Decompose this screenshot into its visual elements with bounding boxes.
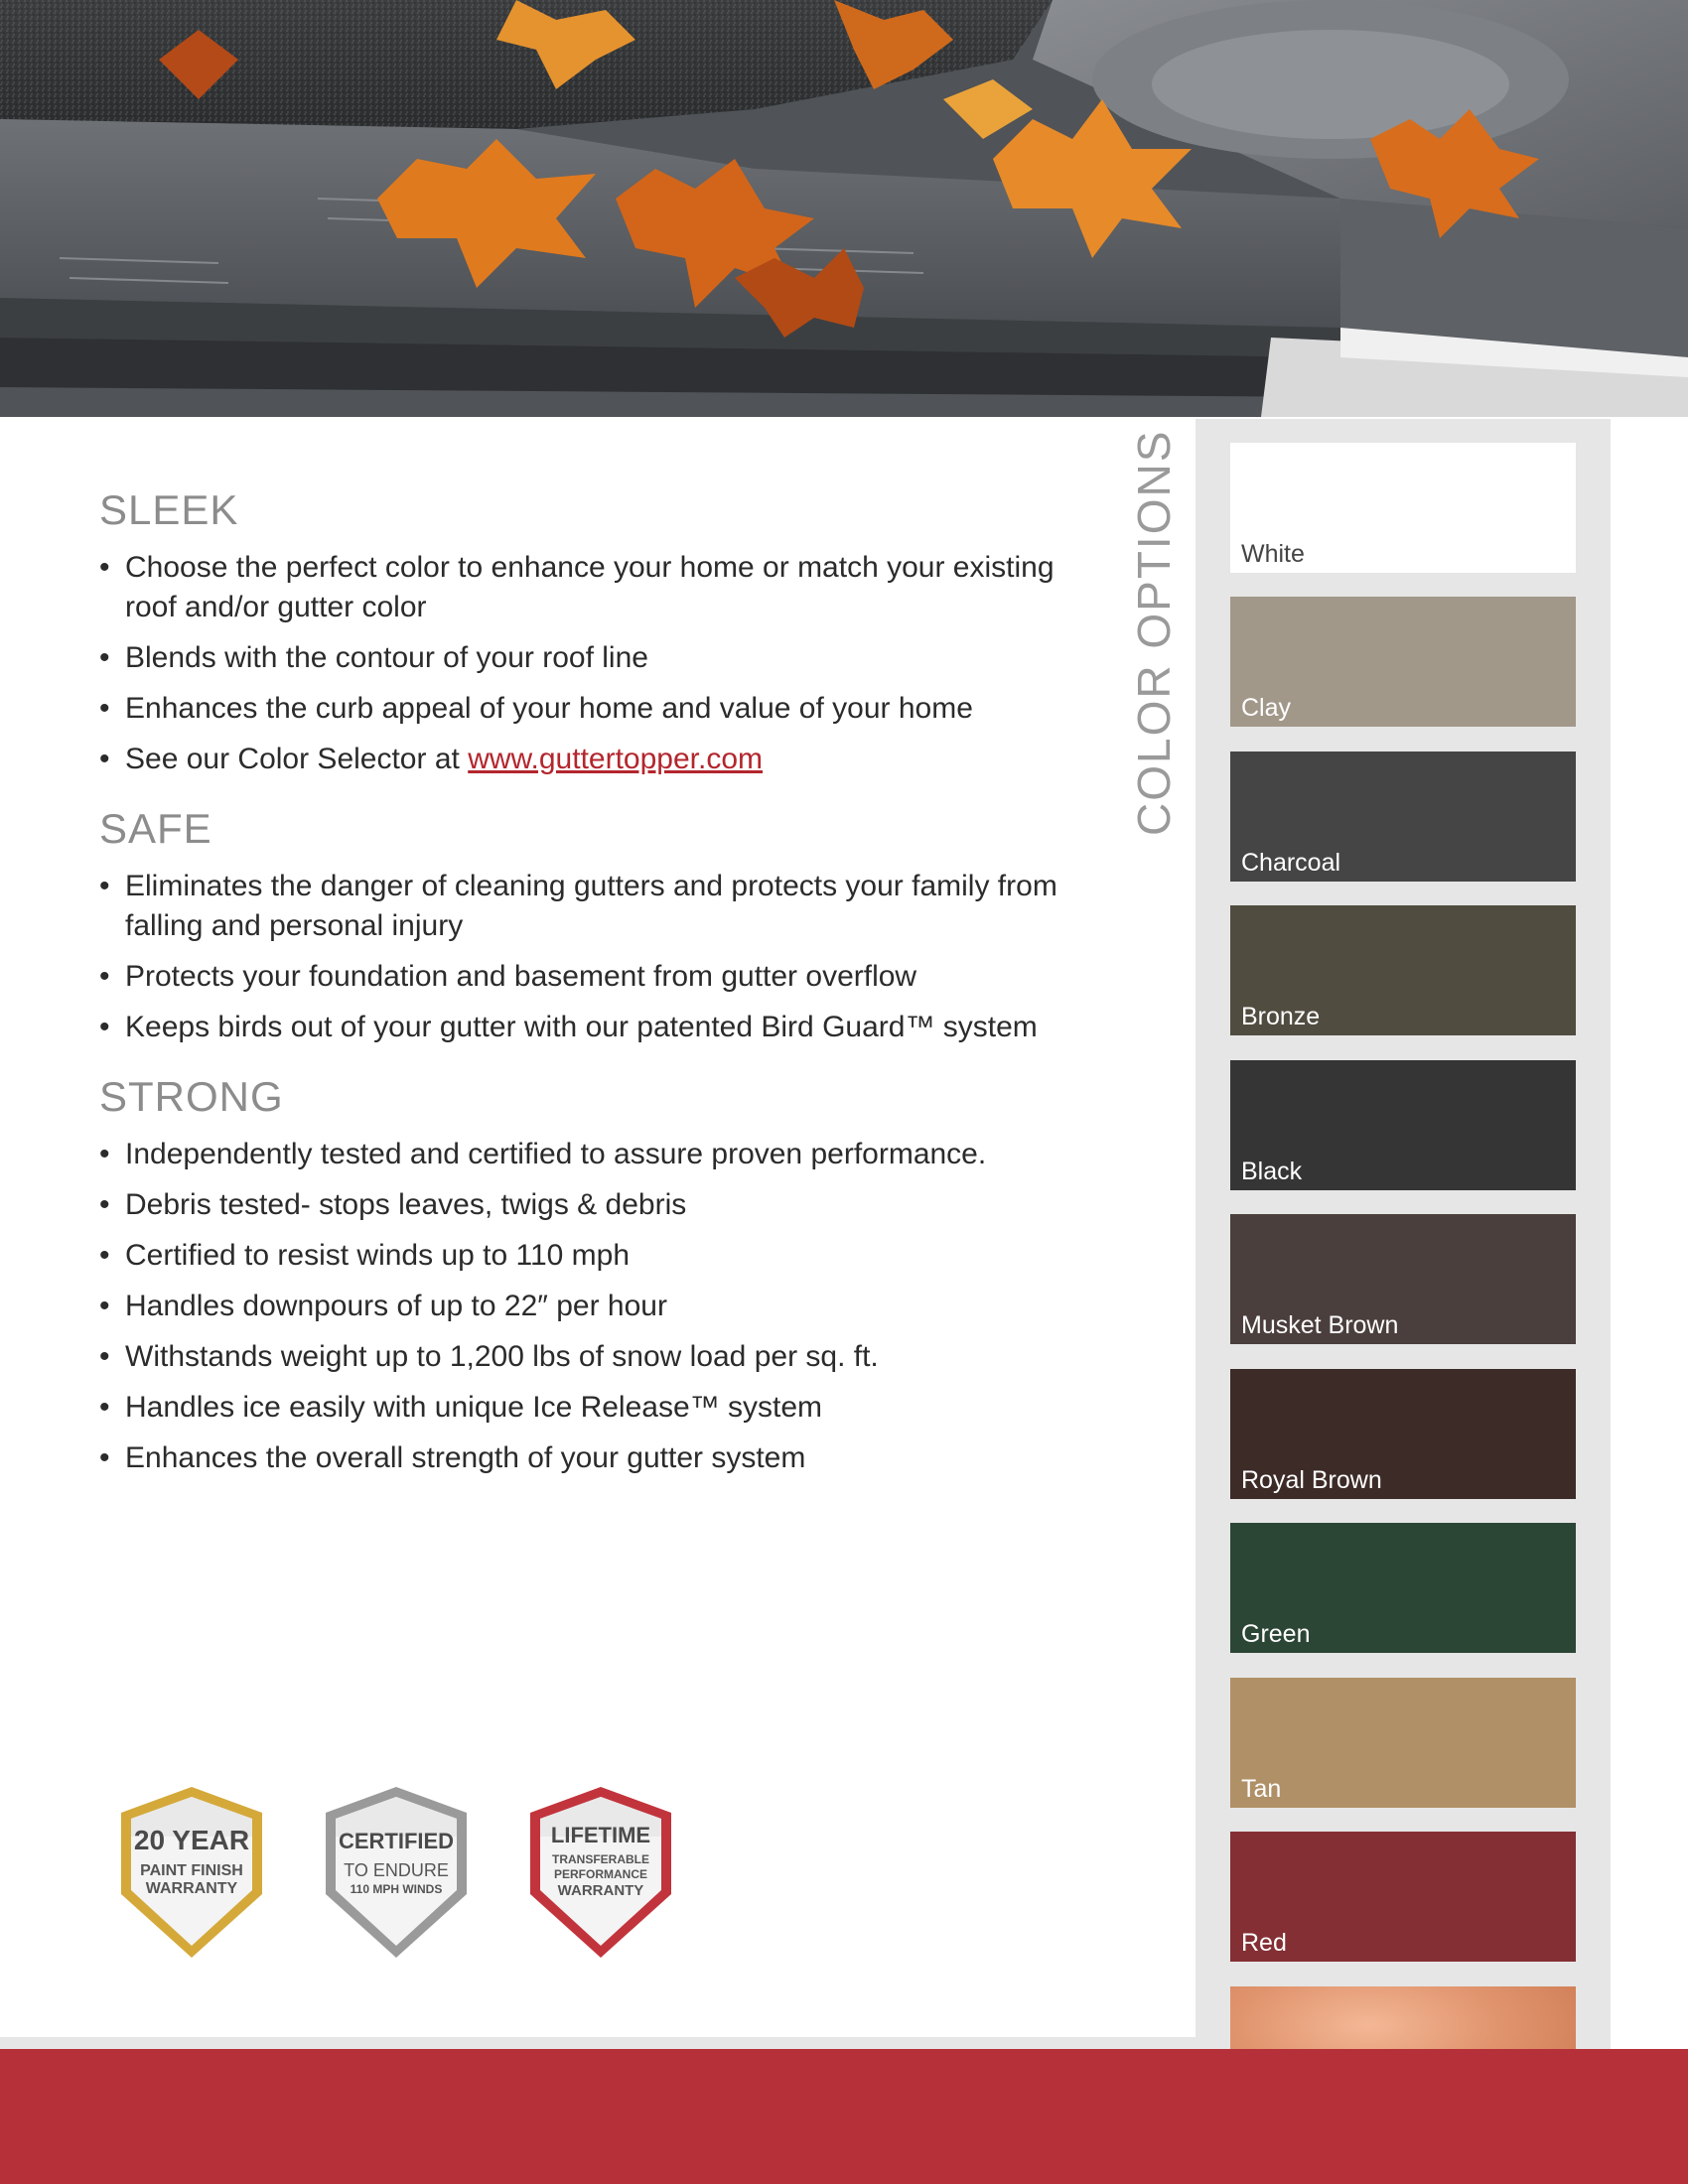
swatch-black[interactable] bbox=[1230, 1060, 1576, 1190]
lifetime-warranty-badge bbox=[526, 1783, 675, 1962]
swatch-charcoal[interactable] bbox=[1230, 751, 1576, 882]
bullet-list bbox=[99, 1135, 1092, 1478]
swatch-label: Royal Brown bbox=[1241, 1466, 1382, 1494]
badge-line: WARRANTY bbox=[557, 1882, 644, 1899]
swatch-royal-brown[interactable] bbox=[1230, 1369, 1576, 1499]
bullet-item: • Eliminates the danger of cleaning gutters and protects your family from falling and personal injury bbox=[99, 867, 1092, 946]
section-strong bbox=[99, 1073, 1092, 1478]
swatch-musket-brown[interactable] bbox=[1230, 1214, 1576, 1344]
footer-red-band bbox=[0, 2049, 1688, 2184]
swatch-label: Bronze bbox=[1241, 1003, 1321, 1030]
swatch-clay[interactable] bbox=[1230, 597, 1576, 727]
bullet-item: • Withstands weight up to 1,200 lbs of snow load per sq. ft. bbox=[99, 1337, 1092, 1377]
section-title: SAFE bbox=[99, 805, 212, 852]
badge-line: 110 MPH WINDS bbox=[350, 1882, 443, 1896]
gutter-guard-with-leaves-illustration bbox=[0, 0, 1688, 417]
bullet-item: • Blends with the contour of your roof line bbox=[99, 638, 1092, 678]
wind-certified-badge bbox=[322, 1783, 471, 1962]
swatch-label: Green bbox=[1241, 1620, 1311, 1648]
section-sleek bbox=[99, 486, 1092, 779]
badge-line: WARRANTY bbox=[145, 1880, 238, 1897]
warranty-badges bbox=[117, 1783, 713, 1962]
bullet-list bbox=[99, 548, 1092, 779]
swatch-green[interactable] bbox=[1230, 1523, 1576, 1653]
bullet-item: • Keeps birds out of your gutter with our patented Bird Guard™ system bbox=[99, 1008, 1092, 1047]
swatch-bronze[interactable] bbox=[1230, 905, 1576, 1035]
swatch-label: White bbox=[1241, 540, 1305, 568]
bullet-item: • Handles ice easily with unique Ice Release™ system bbox=[99, 1388, 1092, 1428]
bullet-item: • Handles downpours of up to 22″ per hour bbox=[99, 1287, 1092, 1326]
badge-line: LIFETIME bbox=[550, 1823, 651, 1847]
bullet-item: • Certified to resist winds up to 110 mph bbox=[99, 1236, 1092, 1276]
section-safe bbox=[99, 805, 1092, 1047]
swatch-label: Musket Brown bbox=[1241, 1311, 1399, 1339]
bullet-item: • Independently tested and certified to assure proven performance. bbox=[99, 1135, 1092, 1174]
swatch-label: Clay bbox=[1241, 694, 1292, 722]
swatch-label: Tan bbox=[1241, 1775, 1282, 1803]
website-link[interactable]: www.guttertopper.com bbox=[468, 743, 763, 775]
swatch-label: Red bbox=[1241, 1929, 1287, 1957]
badge-line: PAINT FINISH bbox=[140, 1862, 243, 1879]
bullet-item: • See our Color Selector at www.guttertopper.com bbox=[99, 740, 1092, 779]
section-title: STRONG bbox=[99, 1073, 284, 1120]
bullet-list bbox=[99, 867, 1092, 1047]
swatch-label: Black bbox=[1241, 1158, 1303, 1185]
badge-line: TRANSFERABLE bbox=[552, 1852, 649, 1866]
swatch-label: Charcoal bbox=[1241, 849, 1341, 877]
badge-line: PERFORMANCE bbox=[553, 1867, 647, 1881]
section-title: SLEEK bbox=[99, 486, 239, 533]
swatch-red[interactable] bbox=[1230, 1832, 1576, 1962]
feature-content bbox=[99, 486, 1092, 1504]
badge-line: 20 YEAR bbox=[133, 1825, 250, 1855]
bullet-item: • Choose the perfect color to enhance your home or match your existing roof and/or gutter color bbox=[99, 548, 1092, 627]
swatch-white[interactable] bbox=[1230, 443, 1576, 573]
bullet-item: • Enhances the curb appeal of your home and value of your home bbox=[99, 689, 1092, 729]
badge-line: TO ENDURE bbox=[344, 1860, 449, 1880]
bullet-item: • Debris tested- stops leaves, twigs & debris bbox=[99, 1185, 1092, 1225]
footer-divider bbox=[0, 2037, 1196, 2049]
bullet-item: • Protects your foundation and basement from gutter overflow bbox=[99, 957, 1092, 997]
badge-line: CERTIFIED bbox=[338, 1829, 455, 1853]
hero-photo bbox=[0, 0, 1688, 417]
paint-finish-warranty-badge bbox=[117, 1783, 266, 1962]
bullet-item: • Enhances the overall strength of your gutter system bbox=[99, 1438, 1092, 1478]
color-options-label: COLOR OPTIONS bbox=[1128, 429, 1180, 836]
swatch-tan[interactable] bbox=[1230, 1678, 1576, 1808]
